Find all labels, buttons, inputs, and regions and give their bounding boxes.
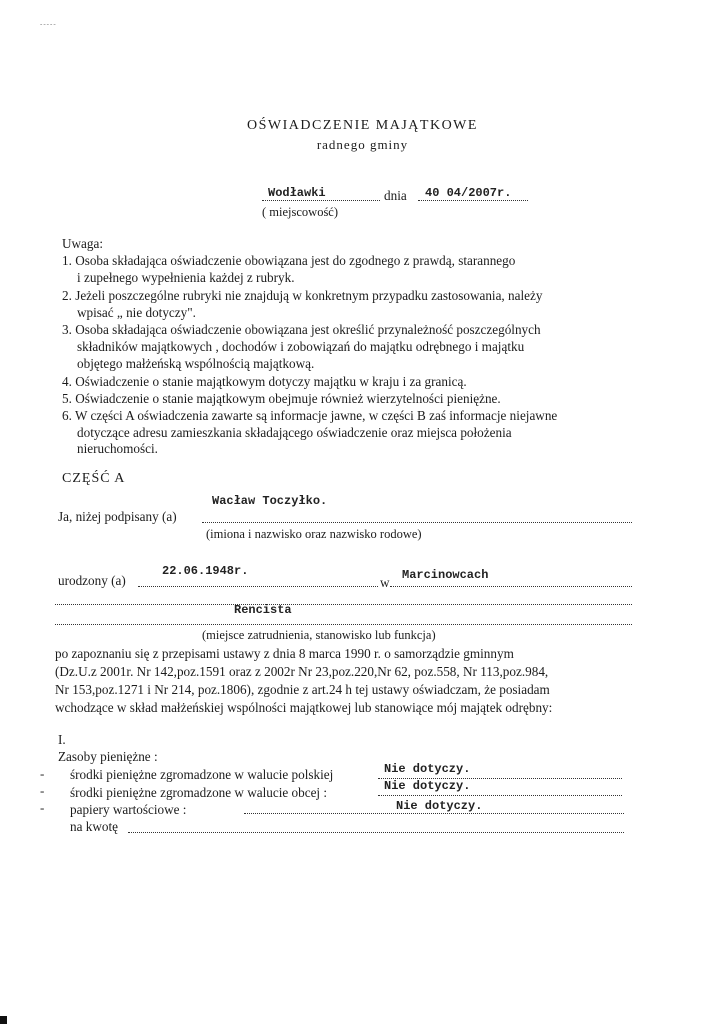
date-value: 40 04/2007r. <box>425 186 512 200</box>
note-line: 5. Oświadczenie o stanie majątkowym obejmuje również wierzytelności pieniężne. <box>62 391 501 406</box>
date-dotted-line <box>418 200 528 201</box>
job-caption: (miejsce zatrudnienia, stanowisko lub funkcja) <box>202 628 436 642</box>
birth-place-dotted-line <box>390 586 632 587</box>
dash-bullet-icon: - <box>40 766 45 781</box>
job-value: Rencista <box>234 603 292 617</box>
money-item-dotted-line <box>378 795 622 796</box>
note-line: wpisać „ nie dotyczy". <box>77 305 196 320</box>
note-line: nieruchomości. <box>77 441 158 456</box>
money-item-dotted-line <box>244 813 624 814</box>
scan-edge-mark <box>0 1016 7 1024</box>
corner-mark: ----- <box>40 20 57 28</box>
section-one-heading: Zasoby pieniężne : <box>58 749 158 764</box>
amount-dotted-line <box>128 832 624 833</box>
note-line: 3. Osoba składająca oświadczenie obowiązana jest określić przynależność poszczególnych <box>62 322 541 337</box>
birth-place-value: Marcinowcach <box>402 568 489 582</box>
place-caption: ( miejscowość) <box>262 205 339 219</box>
dash-bullet-icon: - <box>40 783 45 798</box>
money-item-value: Nie dotyczy. <box>384 779 471 793</box>
statement-line: (Dz.U.z 2001r. Nr 142,poz.1591 oraz z 2002r Nr 23,poz.220,Nr 62, poz.558, Nr 113,poz.984, <box>55 664 549 679</box>
section-one-numeral: I. <box>58 732 66 747</box>
name-caption: (imiona i nazwisko oraz nazwisko rodowe) <box>206 527 422 541</box>
part-a-heading: CZĘŚĆ A <box>62 471 126 486</box>
notes-heading: Uwaga: <box>62 236 104 251</box>
signed-label: Ja, niżej podpisany (a) <box>58 509 177 524</box>
note-line: 1. Osoba składająca oświadczenie obowiązana jest do zgodnego z prawdą, starannego <box>62 253 516 268</box>
money-item-value: Nie dotyczy. <box>384 762 471 776</box>
birth-date-dotted-line <box>138 586 378 587</box>
note-line: objętego małżeńską wspólnością majątkową. <box>77 356 315 371</box>
name-dotted-line <box>202 522 632 523</box>
declarant-name-value: Wacław Toczyłko. <box>212 494 328 508</box>
money-item-value: Nie dotyczy. <box>396 799 483 813</box>
dash-bullet-icon: - <box>40 800 45 815</box>
note-line: 2. Jeżeli poszczególne rubryki nie znajdują w konkretnym przypadku zastosowania, należy <box>62 288 543 303</box>
document-subtitle: radnego gminy <box>316 137 409 152</box>
amount-label: na kwotę <box>70 819 118 834</box>
money-item-label: papiery wartościowe : <box>70 802 187 817</box>
note-line: dotyczące adresu zamieszkania składającego oświadczenie oraz miejsca położenia <box>77 425 512 440</box>
statement-line: po zapoznaniu się z przepisami ustawy z dnia 8 marca 1990 r. o samorządzie gminnym <box>55 646 514 661</box>
note-line: i zupełnego wypełnienia każdej z rubryk. <box>77 270 295 285</box>
birth-place-label: w <box>380 575 390 590</box>
note-line: 6. W części A oświadczenia zawarte są informacje jawne, w części B zaś informacje niejawne <box>62 408 558 423</box>
note-line: składników majątkowych , dochodów i zobowiązań do majątku odrębnego i majątku <box>77 339 525 354</box>
statement-line: wchodzące w skład małżeńskiej wspólności majątkowej lub stanowiące mój majątek odrębny: <box>55 700 553 715</box>
money-item-label: środki pieniężne zgromadzone w walucie obcej : <box>70 785 328 800</box>
place-value: Wodławki <box>268 186 326 200</box>
money-item-label: środki pieniężne zgromadzone w walucie polskiej <box>70 767 334 782</box>
statement-line: Nr 153,poz.1271 i Nr 214, poz.1806), zgodnie z art.24 h tej ustawy oświadczam, że posiadam <box>55 682 550 697</box>
born-label: urodzony (a) <box>58 573 126 588</box>
note-line: 4. Oświadczenie o stanie majątkowym dotyczy majątku w kraju i za granicą. <box>62 374 467 389</box>
job-dotted-line <box>55 624 632 625</box>
birth-date-value: 22.06.1948r. <box>162 564 249 578</box>
document-title: OŚWIADCZENIE MAJĄTKOWE <box>247 118 478 133</box>
date-label: dnia <box>384 188 407 203</box>
extra-dotted-line <box>55 604 632 605</box>
place-dotted-line <box>262 200 380 201</box>
